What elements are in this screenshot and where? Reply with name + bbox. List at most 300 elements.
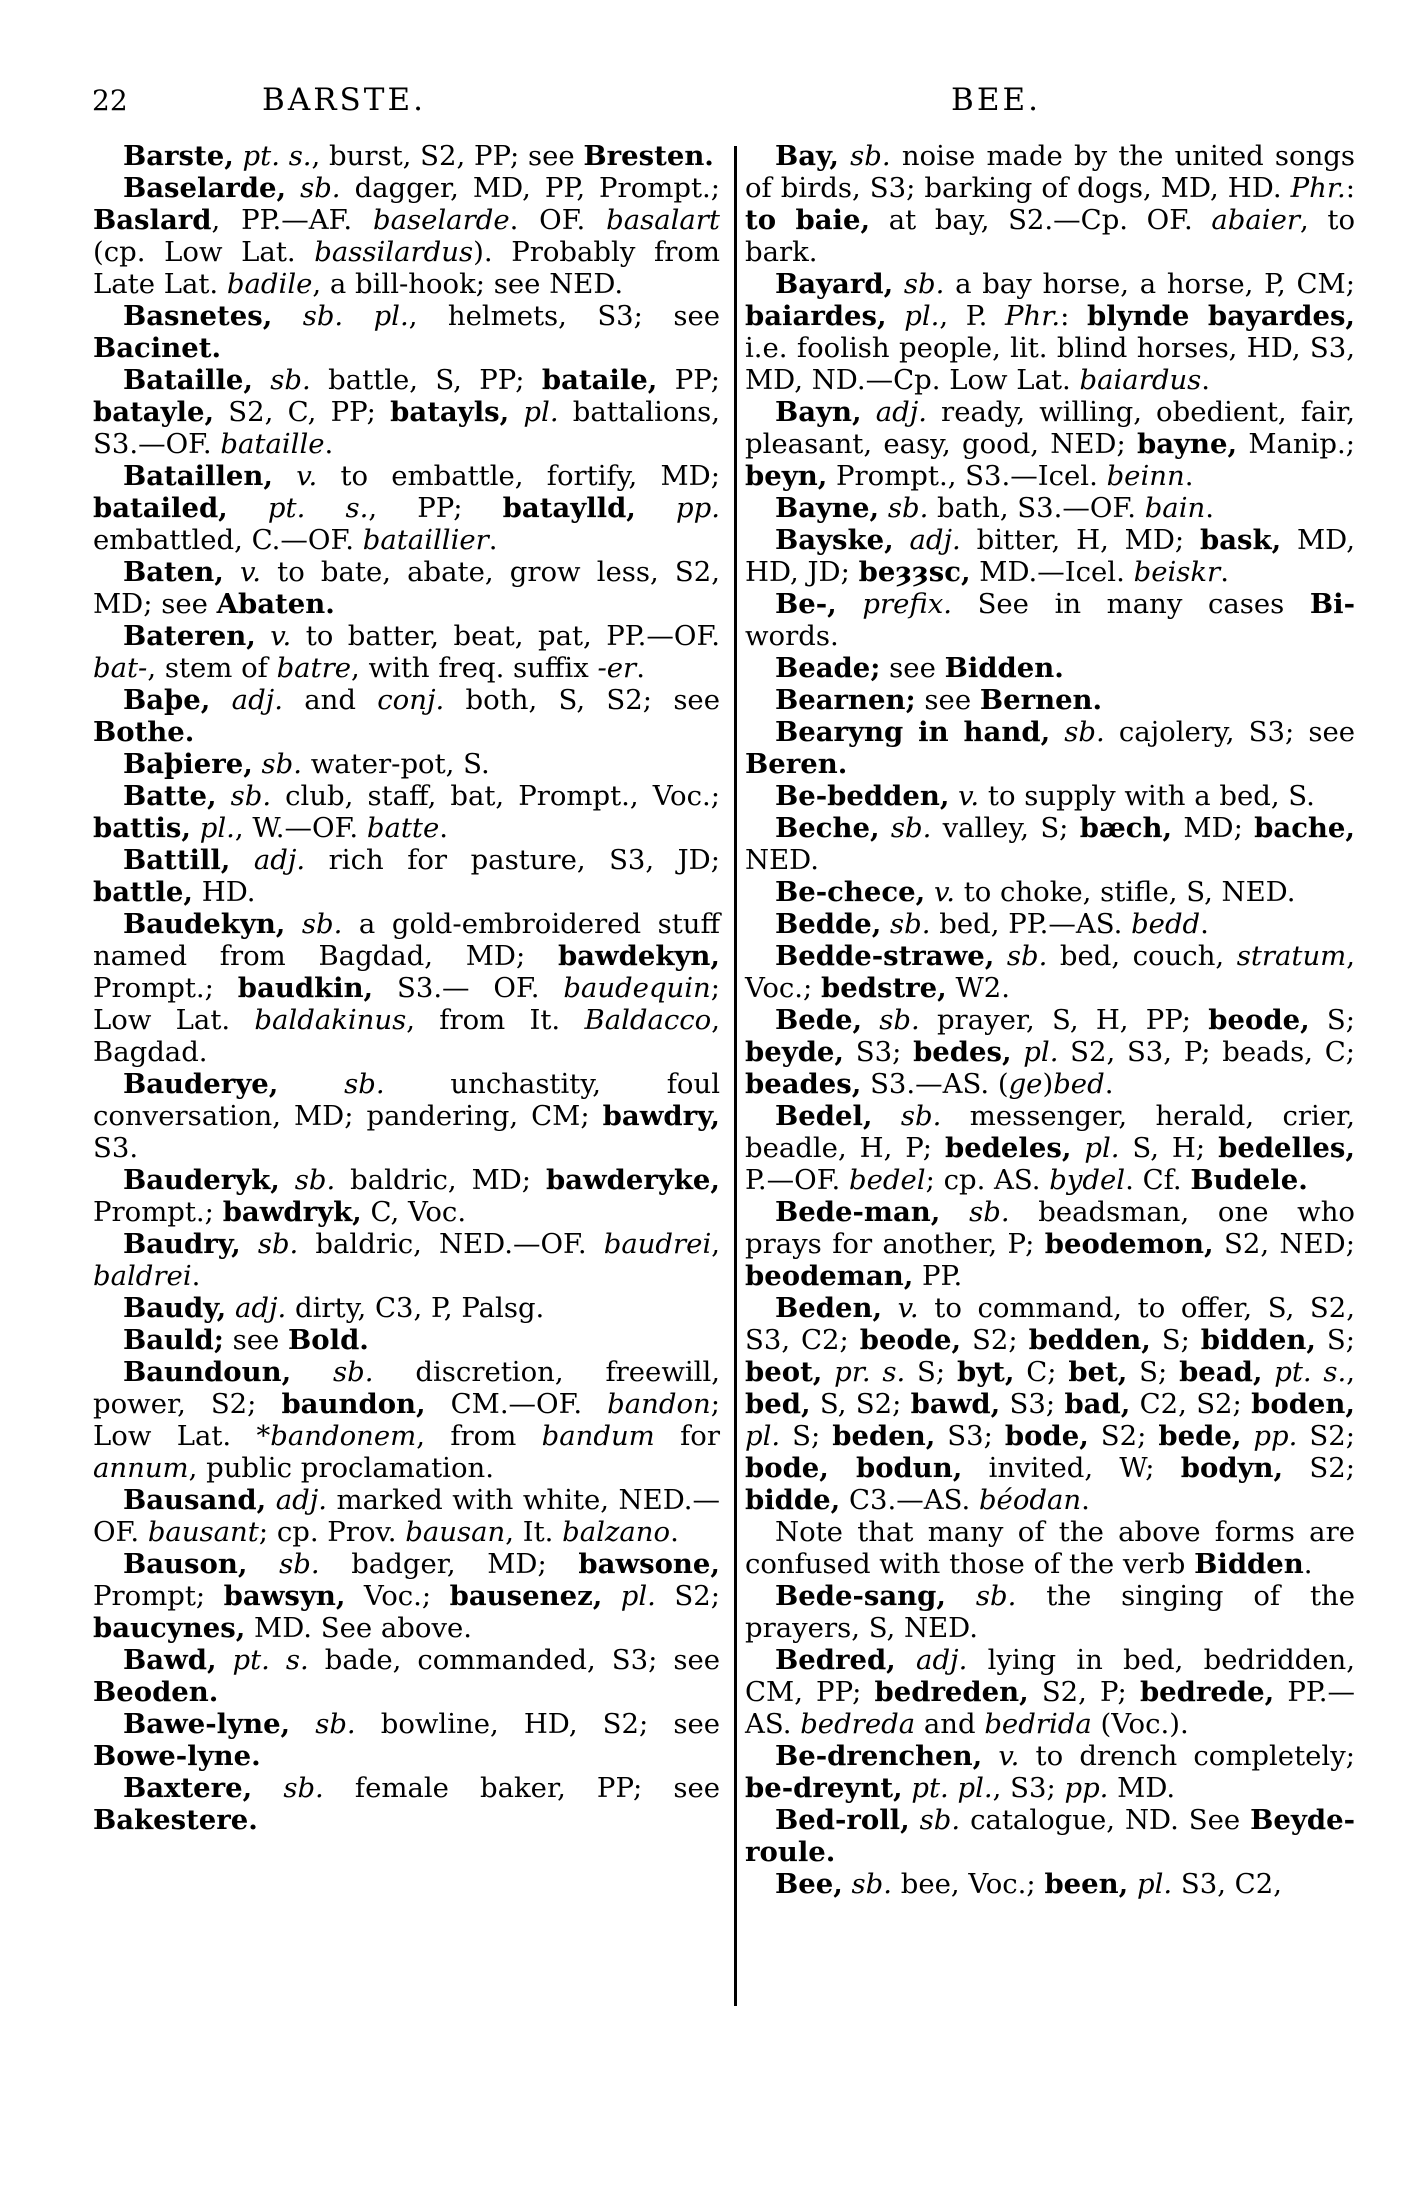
dictionary-entry: [745, 396, 1355, 492]
dictionary-entry: [745, 1644, 1355, 1740]
grammar-label: v.: [925, 876, 955, 908]
definition-text: , from: [416, 1420, 542, 1452]
definition-text: S3.: [93, 1132, 139, 1164]
headword-or-form: Battill,: [123, 844, 231, 876]
grammar-label: basalart: [606, 204, 720, 236]
headword-or-form: Be-drenchen,: [775, 1740, 983, 1772]
headword-or-form: Bay,: [775, 140, 839, 172]
headword-or-form: Baslard: [93, 204, 212, 236]
headword-or-form: Bayne,: [775, 492, 880, 524]
grammar-label: beinn: [1106, 460, 1185, 492]
headword-or-form: beades,: [745, 1068, 862, 1100]
headword-or-form: Beren.: [745, 748, 848, 780]
headword-or-form: bedelles,: [1218, 1132, 1355, 1164]
definition-text: bitter, H, MD;: [960, 524, 1200, 556]
grammar-label: pt. s.: [1262, 1356, 1347, 1388]
headword-or-form: Be-chece,: [775, 876, 926, 908]
grammar-label: sb.: [879, 812, 932, 844]
headword-or-form: be-dreynt,: [745, 1772, 903, 1804]
grammar-label: sb.: [285, 908, 343, 940]
grammar-label: sb.: [909, 1804, 961, 1836]
definition-text: , burst, S2, PP; see: [311, 140, 584, 172]
grammar-label: pp.: [635, 492, 720, 524]
definition-text: beadsman, one who prays for another, P;: [745, 1196, 1355, 1260]
dictionary-entry: [93, 1772, 720, 1836]
headword-or-form: Beden,: [775, 1292, 883, 1324]
grammar-label: baudequin: [563, 972, 711, 1004]
grammar-label: pt. s.: [227, 492, 369, 524]
definition-text: S3;: [935, 1420, 1005, 1452]
headword-or-form: beot,: [745, 1356, 823, 1388]
dictionary-entry: [745, 716, 1355, 780]
dictionary-entry: [745, 940, 1355, 1004]
headword-or-form: Bedde-strawe,: [775, 940, 995, 972]
grammar-label: v.: [273, 460, 318, 492]
definition-text: bed, PP.—AS.: [930, 908, 1132, 940]
definition-text: .: [488, 524, 498, 556]
dictionary-entry: [745, 492, 1355, 524]
headword-or-form: Baudry,: [123, 1228, 241, 1260]
definition-text: See in many cases: [951, 588, 1310, 620]
grammar-label: v.: [223, 556, 262, 588]
dictionary-entry: [745, 1868, 1355, 1900]
definition-text: baldric, MD;: [335, 1164, 546, 1196]
headword-or-form: beode,: [859, 1324, 962, 1356]
definition-text: , Voc.;: [745, 940, 1355, 1004]
grammar-label: pl.: [509, 396, 559, 428]
grammar-label: béodan: [978, 1484, 1082, 1516]
headword-or-form: boden,: [1251, 1388, 1355, 1420]
headword-or-form: bede,: [1158, 1420, 1242, 1452]
headword-or-form: Baudekyn,: [123, 908, 286, 940]
definition-text: S2, P;: [1028, 1676, 1140, 1708]
grammar-label: adj.: [210, 684, 283, 716]
definition-text: embattled, C.—OF.: [93, 524, 363, 556]
dictionary-entry: [93, 172, 720, 300]
definition-text: ,: [711, 1228, 720, 1260]
grammar-label: pp.: [1241, 1420, 1298, 1452]
grammar-label: batre: [276, 652, 352, 684]
grammar-label: pl.: [602, 1580, 656, 1612]
dictionary-entry: [745, 1516, 1355, 1580]
headword-or-form: Beche,: [775, 812, 880, 844]
headword-or-form: bataylld,: [502, 492, 636, 524]
headword-or-form: Bresten.: [583, 140, 714, 172]
definition-text: PP;: [657, 364, 720, 396]
definition-text: the singing of the prayers, S, NED.: [745, 1580, 1355, 1644]
grammar-label: -er: [597, 652, 637, 684]
grammar-label: batte: [366, 812, 440, 844]
headword-or-form: Bedred,: [775, 1644, 896, 1676]
definition-text: to supply with a bed, S.: [979, 780, 1315, 812]
dictionary-entry: [93, 620, 720, 684]
definition-text: , to bark.: [745, 204, 1356, 268]
definition-text: , public proclamation.: [188, 1452, 494, 1484]
headword-or-form: bedstre,: [821, 972, 947, 1004]
definition-text: noise made by the united songs of birds, S3; barking of dogs, MD, HD.: [745, 140, 1356, 204]
grammar-label: conj.: [377, 684, 445, 716]
definition-text: PP.: [913, 1260, 963, 1292]
definition-text: discretion, freewill, power, S2;: [93, 1356, 721, 1420]
dictionary-entry: [93, 1324, 720, 1356]
definition-text: C, Voc.: [361, 1196, 467, 1228]
definition-text: lying in bed, bedridden, CM, PP;: [745, 1644, 1355, 1708]
grammar-label: adj.: [230, 844, 306, 876]
grammar-label: bydel: [1049, 1164, 1126, 1196]
headword-or-form: battle,: [93, 876, 193, 908]
grammar-label: pl.: [190, 812, 235, 844]
headword-or-form: Baten,: [123, 556, 224, 588]
definition-text: CM.—OF.: [425, 1388, 608, 1420]
definition-text: and: [282, 684, 378, 716]
grammar-label: sb.: [252, 1772, 324, 1804]
definition-text: MD;: [1172, 812, 1255, 844]
headword-or-form: Bed-roll,: [775, 1804, 910, 1836]
definition-text: , PP.—AF.: [211, 204, 373, 236]
definition-text: marked with white, NED.—OF.: [93, 1484, 721, 1548]
headword-or-form: Bauderye,: [123, 1068, 279, 1100]
headword-or-form: Basnetes,: [123, 300, 273, 332]
definition-text: S2;: [1088, 1420, 1159, 1452]
dictionary-entry: [745, 1740, 1355, 1804]
definition-text: :: [1060, 300, 1088, 332]
headword-or-form: batailed,: [93, 492, 228, 524]
grammar-label: beiskr: [1133, 556, 1221, 588]
definition-text: :: [1345, 172, 1355, 204]
headword-or-form: Baxtere,: [123, 1772, 253, 1804]
definition-text: S3, C2,: [1172, 1868, 1282, 1900]
running-head-right: BEE.: [951, 82, 1041, 118]
grammar-label: sb.: [838, 140, 891, 172]
headword-or-form: Bold.: [288, 1324, 369, 1356]
headword-or-form: Bausand,: [123, 1484, 267, 1516]
definition-text: to command, to offer, S, S2, S3, C2;: [745, 1292, 1355, 1356]
definition-text: ,: [1346, 1356, 1356, 1388]
grammar-label: pp.: [1064, 1772, 1109, 1804]
dictionary-entry: [93, 460, 720, 556]
definition-text: Prompt.;: [93, 972, 238, 1004]
headword-or-form: Bearnen;: [775, 684, 916, 716]
definition-text: S2, NED;: [1213, 1228, 1355, 1260]
dictionary-entry: [93, 1644, 720, 1708]
definition-text: .: [670, 1516, 679, 1548]
headword-or-form: Bayske,: [775, 524, 894, 556]
grammar-label: pl.: [1071, 1132, 1120, 1164]
headword-or-form: Baþe,: [123, 684, 211, 716]
dictionary-entry: [745, 684, 1355, 716]
grammar-label: ge: [1008, 1068, 1043, 1100]
headword-or-form: blynde bayardes,: [1087, 300, 1355, 332]
headword-or-form: bawdryk,: [222, 1196, 362, 1228]
definition-text: words.: [745, 620, 839, 652]
headword-or-form: bawd,: [910, 1388, 1001, 1420]
headword-or-form: baiardes,: [745, 300, 887, 332]
headword-or-form: bed,: [745, 1388, 811, 1420]
grammar-label: sb.: [893, 268, 945, 300]
headword-or-form: beyn,: [745, 460, 828, 492]
definition-text: , helmets, S3; see: [408, 300, 720, 332]
definition-text: MD, HD, JD;: [745, 524, 1355, 588]
headword-or-form: Bawd,: [123, 1644, 217, 1676]
headword-or-form: Bidden: [1194, 1548, 1304, 1580]
headword-or-form: Bi-: [1309, 588, 1356, 620]
headword-or-form: Baselarde,: [123, 172, 287, 204]
headword-or-form: Budele.: [1190, 1164, 1308, 1196]
definition-text: , S3;: [992, 1772, 1065, 1804]
headword-or-form: Bataille,: [123, 364, 253, 396]
dictionary-entry: [745, 908, 1355, 940]
headword-or-form: Beade;: [775, 652, 881, 684]
definition-text: badger, MD;: [319, 1548, 579, 1580]
grammar-label: pl.: [1011, 1036, 1059, 1068]
grammar-label: baselarde: [373, 204, 510, 236]
headword-or-form: Bede,: [775, 1004, 863, 1036]
definition-text: club, staff, bat, Prompt., Voc.;: [271, 780, 720, 812]
definition-text: catalogue, ND. See: [960, 1804, 1251, 1836]
grammar-label: sb.: [862, 1004, 920, 1036]
headword-or-form: bedes,: [913, 1036, 1012, 1068]
dictionary-entry: [93, 780, 720, 844]
grammar-label: sb.: [290, 1708, 356, 1740]
dictionary-entry: [93, 908, 720, 1068]
headword-or-form: Bawe-lyne,: [123, 1708, 291, 1740]
headword-or-form: bataile,: [541, 364, 658, 396]
headword-or-form: batayls,: [390, 396, 510, 428]
headword-or-form: bedreden,: [874, 1676, 1029, 1708]
definition-text: S;: [1127, 1356, 1180, 1388]
grammar-label: v.: [982, 1740, 1020, 1772]
grammar-label: adj.: [226, 1292, 287, 1324]
headword-or-form: baundon,: [281, 1388, 426, 1420]
grammar-label: sb.: [945, 1580, 1017, 1612]
grammar-label: sb.: [291, 1356, 374, 1388]
definition-text: a bay horse, a horse, P, CM;: [944, 268, 1355, 300]
dictionary-entry: [745, 1804, 1355, 1868]
definition-text: Note that many of the above forms are confused with those of the verb: [745, 1516, 1355, 1580]
definition-text: female baker, PP; see: [323, 1772, 721, 1804]
definition-text: P.—OF.: [745, 1164, 849, 1196]
grammar-label: pr. s.: [822, 1356, 906, 1388]
grammar-label: sb.: [881, 908, 931, 940]
definition-text: dirty, C3, P, Palsg.: [286, 1292, 545, 1324]
headword-or-form: Barste,: [123, 140, 234, 172]
grammar-label: bandum: [541, 1420, 655, 1452]
headword-or-form: bedden,: [1028, 1324, 1151, 1356]
dictionary-entry: [93, 1548, 720, 1644]
definition-text: to embattle, fortify, MD;: [317, 460, 720, 492]
headword-or-form: battis,: [93, 812, 191, 844]
grammar-label: sb.: [879, 492, 929, 524]
definition-text: battle, S, PP;: [310, 364, 542, 396]
headword-or-form: bodyn,: [1180, 1452, 1284, 1484]
definition-text: water-pot, S.: [302, 748, 490, 780]
headword-or-form: Baundoun,: [123, 1356, 292, 1388]
definition-text: ; Low Lat.: [93, 972, 721, 1036]
headword-or-form: bet,: [1068, 1356, 1128, 1388]
definition-text: see: [223, 1324, 289, 1356]
dictionary-entry: [93, 1228, 720, 1292]
grammar-label: sb.: [252, 748, 302, 780]
headword-or-form: bedrede,: [1139, 1676, 1275, 1708]
definition-text: Prompt;: [93, 1580, 224, 1612]
headword-or-form: bask,: [1200, 524, 1282, 556]
dictionary-entry: [745, 812, 1355, 876]
definition-text: and: [915, 1708, 985, 1740]
grammar-label: adj.: [266, 1484, 327, 1516]
definition-text: ready, willing, obedient, fair, pleasant, easy, good, NED;: [745, 396, 1355, 460]
definition-text: i.e. foolish people, lit. blind horses, HD, S3, MD, ND.—Cp. Low Lat.: [745, 332, 1355, 396]
definition-text: both, S, S2; see: [444, 684, 720, 716]
headword-or-form: Bede-man,: [775, 1196, 941, 1228]
grammar-label: pt. pl.: [902, 1772, 993, 1804]
definition-text: to drench completely;: [1019, 1740, 1355, 1772]
headword-or-form: beyde,: [745, 1036, 845, 1068]
definition-text: .: [191, 1260, 201, 1292]
grammar-label: bausant: [147, 1516, 259, 1548]
headword-or-form: Baþiere,: [123, 748, 253, 780]
definition-text: S;: [1150, 1324, 1201, 1356]
definition-text: bowline, HD, S2; see: [355, 1708, 720, 1740]
definition-text: prayer, S, H, PP;: [919, 1004, 1209, 1036]
dictionary-entry: [93, 1292, 720, 1324]
definition-text: ): [1042, 1068, 1054, 1100]
grammar-label: v.: [882, 1292, 919, 1324]
definition-text: bath, S3.—OF.: [928, 492, 1145, 524]
headword-or-form: baudkin,: [237, 972, 374, 1004]
headword-or-form: Abaten.: [216, 588, 335, 620]
definition-text: NED.: [745, 844, 819, 876]
definition-text: . Cf.: [1125, 1164, 1191, 1196]
definition-text: S;: [905, 1356, 957, 1388]
grammar-label: baldrei: [93, 1260, 192, 1292]
definition-text: MD.: [1108, 1772, 1176, 1804]
definition-text: .: [1081, 1484, 1090, 1516]
headword-or-form: bausenez,: [449, 1580, 603, 1612]
running-head-left: BARSTE.: [262, 82, 426, 118]
headword-or-form: bidde,: [745, 1484, 841, 1516]
definition-text: ; Low Lat. *: [93, 1388, 720, 1452]
definition-text: S2;: [1283, 1452, 1356, 1484]
definition-text: to choke, stifle, S, NED.: [954, 876, 1296, 908]
dictionary-entry: [745, 268, 1355, 396]
headword-or-form: Bauderyk,: [123, 1164, 280, 1196]
dictionary-entry: [93, 844, 720, 908]
dictionary-entry: [93, 1708, 720, 1772]
definition-text: to bate, abate, grow less, S2, MD; see: [93, 556, 720, 620]
definition-text: , Bagdad.: [93, 1004, 720, 1068]
definition-text: see: [880, 652, 945, 684]
definition-text: .: [439, 812, 449, 844]
headword-or-form: Batte,: [123, 780, 217, 812]
definition-text: baldric, NED.—OF.: [298, 1228, 604, 1260]
definition-text: .: [1220, 556, 1229, 588]
grammar-label: bandonem: [270, 1420, 417, 1452]
grammar-label: sb.: [872, 1100, 942, 1132]
grammar-label: bed: [1053, 1068, 1105, 1100]
headword-or-form: Be-bedden,: [775, 780, 950, 812]
headword-or-form: bæch,: [1079, 812, 1173, 844]
grammar-label: bedreda: [800, 1708, 916, 1740]
dictionary-entry: [745, 1292, 1355, 1516]
headword-or-form: Beoden.: [93, 1676, 219, 1708]
definition-text: S;: [1315, 1324, 1355, 1356]
definition-text: messenger, herald, crier, beadle, H, P;: [745, 1100, 1355, 1164]
definition-text: , PP;: [368, 492, 503, 524]
grammar-label: bain: [1144, 492, 1206, 524]
definition-text: , stem of: [147, 652, 277, 684]
definition-text: dagger, MD, PP, Prompt.;: [340, 172, 720, 204]
dictionary-entry: [745, 140, 1355, 268]
grammar-label: sb.: [994, 940, 1048, 972]
headword-or-form: Bayn,: [775, 396, 862, 428]
definition-text: , It.: [505, 1516, 563, 1548]
headword-or-form: Bowe-lyne.: [93, 1740, 261, 1772]
grammar-label: pt. s.: [216, 1644, 309, 1676]
grammar-label: sb.: [1050, 716, 1105, 748]
definition-text: for: [654, 1420, 720, 1452]
definition-text: unchastity, foul conversation, MD; pandering, CM;: [93, 1068, 720, 1132]
dictionary-entry: [745, 876, 1355, 908]
grammar-label: Phr.: [1005, 300, 1061, 332]
definition-text: Prompt.;: [93, 1196, 223, 1228]
headword-or-form: bawdry,: [602, 1100, 720, 1132]
grammar-label: baudrei: [603, 1228, 712, 1260]
grammar-label: adj.: [861, 396, 927, 428]
dictionary-entry: [93, 556, 720, 620]
definition-text: C3.—AS.: [840, 1484, 979, 1516]
definition-text: at bay, S2.—Cp. OF.: [870, 204, 1212, 236]
definition-text: S2, C, PP;: [214, 396, 391, 428]
grammar-label: v.: [255, 620, 292, 652]
headword-or-form: bad,: [1064, 1388, 1131, 1420]
grammar-label: pt. s.: [233, 140, 312, 172]
definition-text: (Voc.).: [1091, 1708, 1189, 1740]
definition-text: , with freq. suffix: [351, 652, 598, 684]
dictionary-entry: [93, 684, 720, 748]
headword-or-form: Bidden.: [944, 652, 1064, 684]
right-column: [745, 140, 1355, 1900]
definition-text: .: [1184, 460, 1194, 492]
dictionary-entry: [93, 1484, 720, 1548]
definition-text: , P.: [939, 300, 1006, 332]
definition-text: W2.: [946, 972, 1010, 1004]
grammar-label: v.: [949, 780, 980, 812]
grammar-label: sb.: [286, 172, 341, 204]
definition-text: HD.: [192, 876, 256, 908]
grammar-label: pl.: [745, 1420, 781, 1452]
definition-text: see: [915, 684, 980, 716]
headword-or-form: to baie,: [745, 204, 871, 236]
definition-text: Prompt., S3.—Icel.: [827, 460, 1107, 492]
headword-or-form: bawsone,: [578, 1548, 720, 1580]
headword-or-form: Beyde-roule.: [745, 1804, 1355, 1868]
definition-text: bade, commanded, S3; see: [308, 1644, 721, 1676]
grammar-label: sb.: [240, 1228, 299, 1260]
grammar-label: sb.: [940, 1196, 1010, 1228]
grammar-label: balzano: [562, 1516, 671, 1548]
definition-text: S, S2;: [810, 1388, 911, 1420]
definition-text: Voc.;: [345, 1580, 450, 1612]
definition-text: .: [1205, 492, 1214, 524]
headword-or-form: bidden,: [1200, 1324, 1316, 1356]
definition-text: invited, W;: [962, 1452, 1181, 1484]
dictionary-entry: [745, 524, 1355, 588]
definition-text: MD.—Icel.: [970, 556, 1134, 588]
headword-or-form: bawderyke,: [545, 1164, 720, 1196]
left-column: [93, 140, 720, 1836]
definition-text: . OF.: [509, 204, 607, 236]
definition-text: battalions, S3.—OF.: [93, 396, 721, 460]
